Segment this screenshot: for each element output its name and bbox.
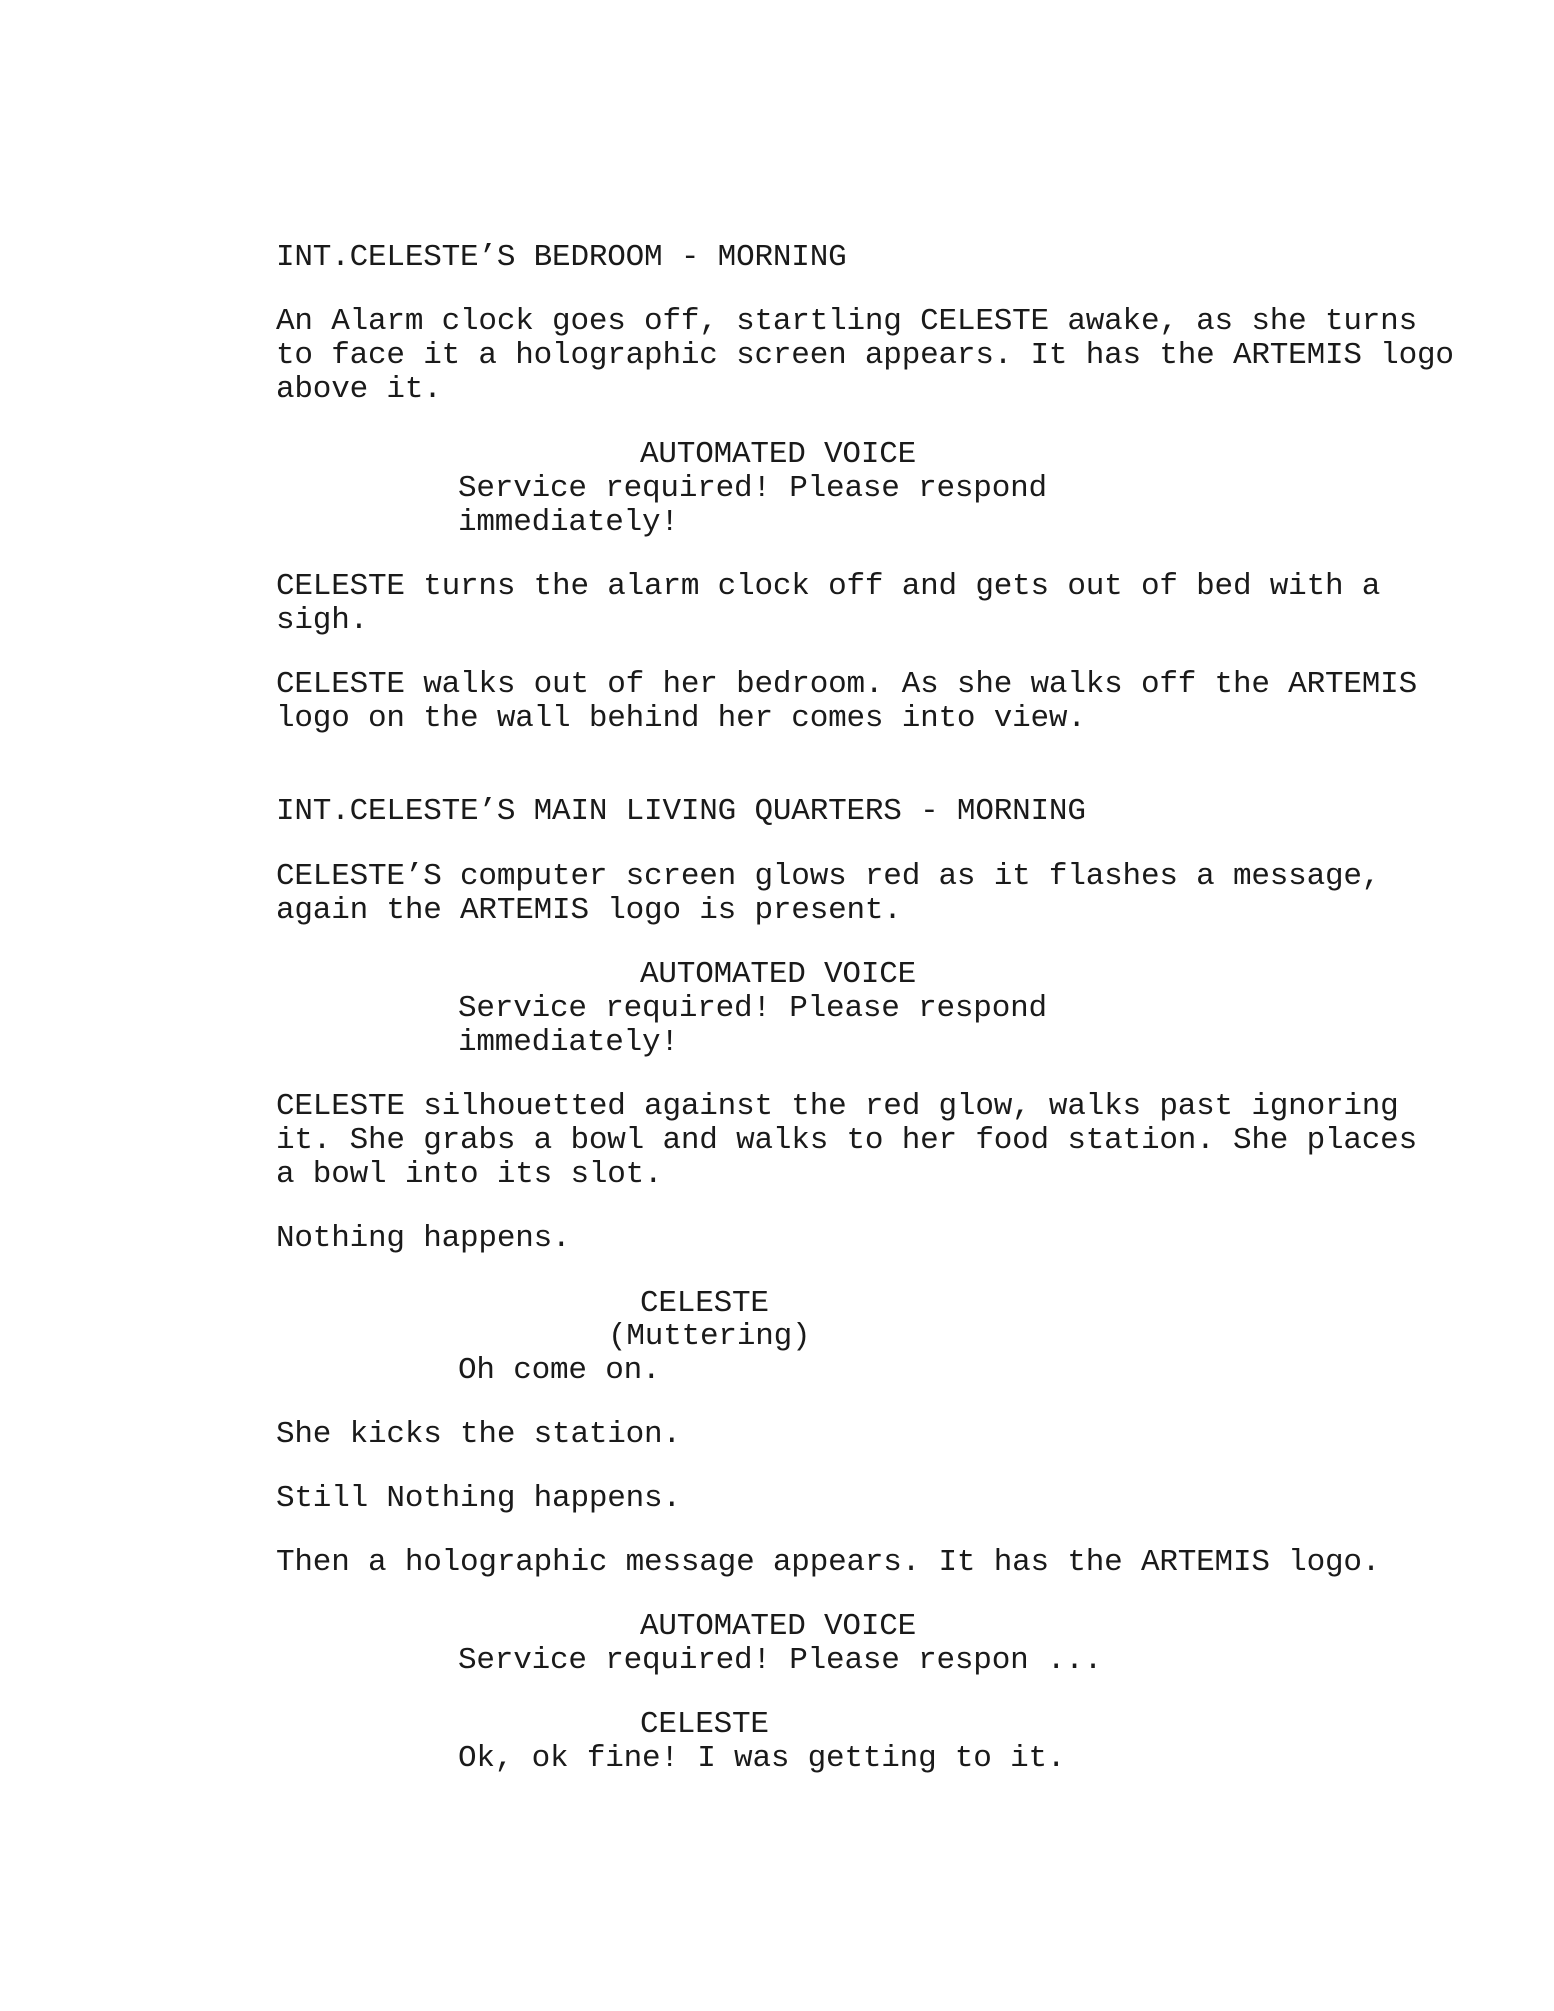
action-line: again the ARTEMIS logo is present. — [276, 893, 902, 928]
scene-heading-living-quarters: INT.CELESTE’S MAIN LIVING QUARTERS - MORNING — [276, 794, 1086, 829]
dialogue-line: Oh come on. — [458, 1353, 661, 1388]
action-line: CELESTE walks out of her bedroom. As she walks off the ARTEMIS — [276, 667, 1417, 702]
action-line: Nothing happens. — [276, 1221, 571, 1256]
dialogue-line: Service required! Please respon ... — [458, 1643, 1103, 1678]
action-line: sigh. — [276, 603, 369, 638]
character-name: AUTOMATED VOICE — [640, 437, 917, 472]
character-name: CELESTE — [640, 1286, 769, 1321]
dialogue-line: Service required! Please respond — [458, 991, 1047, 1026]
action-line: above it. — [276, 372, 442, 407]
action-line: it. She grabs a bowl and walks to her food station. She places — [276, 1123, 1417, 1158]
action-line: CELESTE turns the alarm clock off and gets out of bed with a — [276, 569, 1381, 604]
dialogue-line: Service required! Please respond — [458, 471, 1047, 506]
action-line: Still Nothing happens. — [276, 1481, 681, 1516]
parenthetical: (Muttering) — [608, 1319, 811, 1354]
action-line: a bowl into its slot. — [276, 1157, 663, 1192]
dialogue-line: immediately! — [458, 505, 679, 540]
action-line: CELESTE silhouetted against the red glow, walks past ignoring — [276, 1089, 1399, 1124]
character-name: AUTOMATED VOICE — [640, 957, 917, 992]
dialogue-line: Ok, ok fine! I was getting to it. — [458, 1741, 1066, 1776]
action-line: logo on the wall behind her comes into view. — [276, 701, 1086, 736]
action-line: An Alarm clock goes off, startling CELESTE awake, as she turns — [276, 304, 1417, 339]
action-line: to face it a holographic screen appears. It has the ARTEMIS logo — [276, 338, 1454, 373]
scene-heading-bedroom: INT.CELESTE’S BEDROOM - MORNING — [276, 240, 847, 275]
character-name: AUTOMATED VOICE — [640, 1609, 917, 1644]
character-name: CELESTE — [640, 1707, 769, 1742]
action-line: She kicks the station. — [276, 1417, 681, 1452]
action-line: CELESTE’S computer screen glows red as it flashes a message, — [276, 859, 1381, 894]
dialogue-line: immediately! — [458, 1025, 679, 1060]
action-line: Then a holographic message appears. It has the ARTEMIS logo. — [276, 1545, 1381, 1580]
